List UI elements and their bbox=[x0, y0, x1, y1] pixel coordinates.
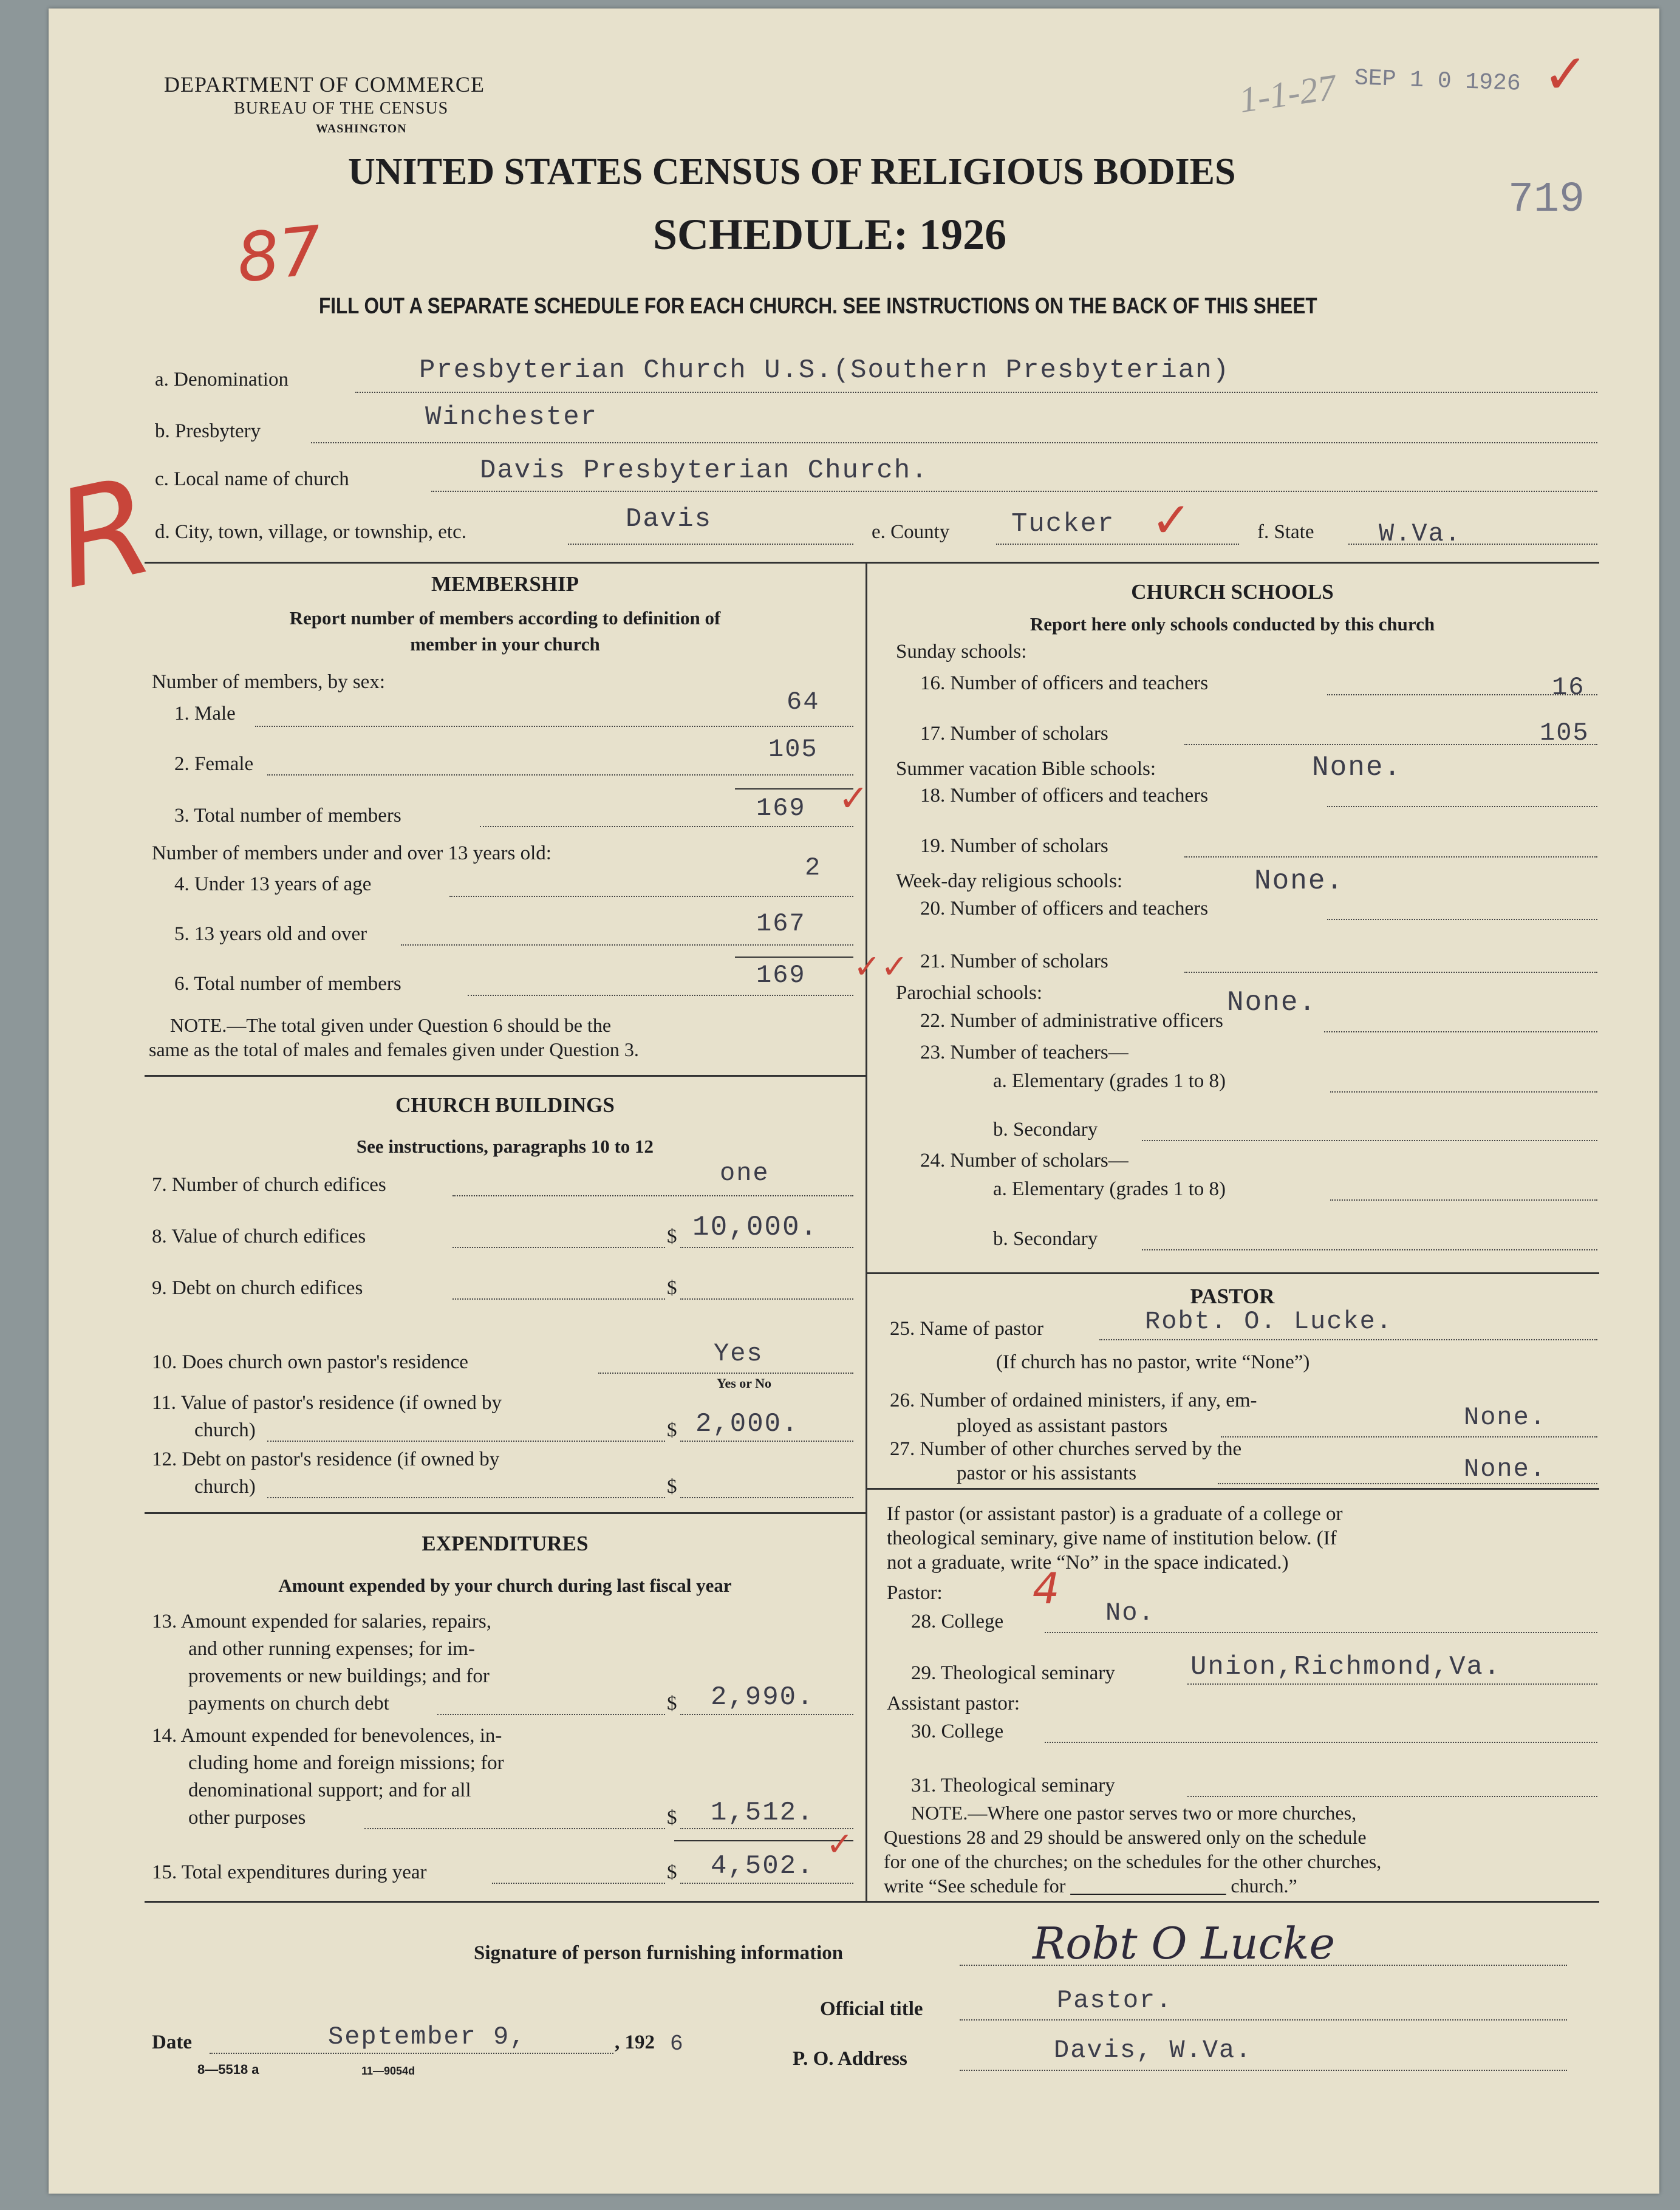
date-year-digit: 6 bbox=[670, 2031, 685, 2056]
q12-label-2: church) bbox=[194, 1476, 256, 1498]
q26-value: None. bbox=[1464, 1403, 1547, 1432]
pastor-note-4: write “See schedule for ________________ church.” bbox=[884, 1875, 1297, 1897]
parochial-schools-value: None. bbox=[1227, 987, 1317, 1018]
q13-dollar-sign: $ bbox=[667, 1693, 677, 1714]
q1-male-label: 1. Male bbox=[174, 703, 236, 725]
city-value: Davis bbox=[626, 504, 712, 534]
presbytery-label: b. Presbytery bbox=[155, 420, 261, 442]
q1-male-value: 64 bbox=[787, 687, 820, 717]
q24-label: 24. Number of scholars— bbox=[920, 1150, 1129, 1172]
signature-value: Robt O Lucke bbox=[1033, 1918, 1336, 1969]
q24a-label: a. Elementary (grades 1 to 8) bbox=[993, 1178, 1226, 1200]
county-check-icon: ✓ bbox=[1151, 492, 1192, 548]
sunday-schools-label: Sunday schools: bbox=[896, 641, 1027, 663]
membership-note-2: same as the total of males and females given under Question 3. bbox=[149, 1038, 639, 1060]
summer-schools-value: None. bbox=[1312, 752, 1402, 783]
buildings-subheading: See instructions, paragraphs 10 to 12 bbox=[356, 1136, 654, 1157]
q3-check-icon: ✓ bbox=[838, 777, 869, 820]
graduate-intro-2: theological seminary, give name of institution below. (If bbox=[887, 1527, 1337, 1549]
q23b-label: b. Secondary bbox=[993, 1119, 1098, 1141]
q14-check-icon: ✓ bbox=[826, 1825, 854, 1863]
members-by-sex-label: Number of members, by sex: bbox=[152, 671, 385, 693]
q14-line-1: 14. Amount expended for benevolences, in- bbox=[152, 1725, 502, 1747]
q10-residence-value: Yes bbox=[714, 1339, 763, 1368]
city-label: d. City, town, village, or township, etc. bbox=[155, 521, 466, 543]
pencil-note: 1-1-27 bbox=[1237, 67, 1339, 120]
q11-value-amount: 2,000. bbox=[695, 1409, 799, 1439]
pen-four-annotation: 4 bbox=[1033, 1564, 1060, 1614]
schools-subheading: Report here only schools conducted by this church bbox=[1030, 613, 1435, 635]
expenditures-heading: EXPENDITURES bbox=[422, 1532, 589, 1555]
official-title-value: Pastor. bbox=[1057, 1986, 1173, 2015]
q24b-label: b. Secondary bbox=[993, 1228, 1098, 1250]
state-label: f. State bbox=[1257, 521, 1314, 543]
q13-line-4: payments on church debt bbox=[188, 1693, 389, 1714]
date-value: September 9, bbox=[328, 2022, 527, 2051]
date-label: Date bbox=[152, 2031, 192, 2053]
q28-label: 28. College bbox=[911, 1611, 1004, 1632]
q16-label: 16. Number of officers and teachers bbox=[920, 672, 1209, 694]
buildings-heading: CHURCH BUILDINGS bbox=[395, 1093, 615, 1117]
q28-value: No. bbox=[1105, 1598, 1155, 1628]
q2-female-value: 105 bbox=[768, 735, 818, 764]
po-address-value: Davis, W.Va. bbox=[1054, 2036, 1252, 2065]
q19-label: 19. Number of scholars bbox=[920, 835, 1108, 857]
pastor-subsection-label: Pastor: bbox=[887, 1582, 943, 1604]
pastor-note-1: NOTE.—Where one pastor serves two or more churches, bbox=[911, 1802, 1357, 1824]
q15-dollar-sign: $ bbox=[667, 1861, 677, 1883]
q14-amount: 1,512. bbox=[711, 1798, 814, 1828]
q27-value: None. bbox=[1464, 1455, 1547, 1484]
q25-value: Robt. O. Lucke. bbox=[1145, 1307, 1393, 1336]
date-year-prefix: , 192 bbox=[615, 2031, 655, 2053]
form-number: 8—5518 a bbox=[197, 2062, 259, 2077]
q13-line-1: 13. Amount expended for salaries, repairs, bbox=[152, 1611, 492, 1632]
q5-over13-label: 5. 13 years old and over bbox=[174, 923, 367, 945]
membership-note-1: NOTE.—The total given under Question 6 should be the bbox=[170, 1014, 612, 1036]
schools-heading: CHURCH SCHOOLS bbox=[1131, 580, 1334, 604]
graduate-intro-3: not a graduate, write “No” in the space indicated.) bbox=[887, 1552, 1289, 1574]
pastor-note-3: for one of the churches; on the schedules for the other churches, bbox=[884, 1850, 1382, 1872]
check-mark-top-icon: ✓ bbox=[1543, 43, 1589, 106]
q12-dollar-sign: $ bbox=[667, 1476, 677, 1498]
q12-label-1: 12. Debt on pastor's residence (if owned by bbox=[152, 1448, 500, 1470]
county-label: e. County bbox=[872, 521, 950, 543]
denomination-value: Presbyterian Church U.S.(Southern Presbyterian) bbox=[419, 355, 1231, 386]
q31-label: 31. Theological seminary bbox=[911, 1775, 1115, 1796]
q5-over13-value: 167 bbox=[756, 909, 806, 938]
q15-total-label: 15. Total expenditures during year bbox=[152, 1861, 427, 1883]
pastor-heading: PASTOR bbox=[1190, 1284, 1275, 1308]
pastor-note-2: Questions 28 and 29 should be answered only on the schedule bbox=[884, 1826, 1367, 1848]
q13-line-2: and other running expenses; for im- bbox=[188, 1638, 475, 1660]
presbytery-value: Winchester bbox=[425, 402, 598, 432]
q6-total-value: 169 bbox=[756, 961, 806, 990]
city-line: WASHINGTON bbox=[316, 122, 407, 135]
q3-total-value: 169 bbox=[756, 794, 806, 823]
q6-total-label: 6. Total number of members bbox=[174, 973, 401, 995]
q11-label-2: church) bbox=[194, 1419, 256, 1441]
q7-edifices-value: one bbox=[720, 1159, 770, 1188]
q14-line-3: denominational support; and for all bbox=[188, 1779, 471, 1801]
q2-female-label: 2. Female bbox=[174, 753, 254, 775]
bureau-line: BUREAU OF THE CENSUS bbox=[234, 99, 449, 118]
q15-amount: 4,502. bbox=[711, 1851, 814, 1881]
q23a-label: a. Elementary (grades 1 to 8) bbox=[993, 1070, 1226, 1092]
q11-dollar-sign: $ bbox=[667, 1419, 677, 1441]
q7-edifices-label: 7. Number of church edifices bbox=[152, 1174, 386, 1196]
membership-intro-2: member in your church bbox=[410, 633, 600, 655]
expenditures-subheading: Amount expended by your church during last fiscal year bbox=[278, 1575, 732, 1596]
q17-value: 105 bbox=[1540, 718, 1590, 748]
q13-line-3: provements or new buildings; and for bbox=[188, 1665, 490, 1687]
assistant-subsection-label: Assistant pastor: bbox=[887, 1693, 1020, 1714]
local-name-value: Davis Presbyterian Church. bbox=[480, 455, 929, 486]
q23-label: 23. Number of teachers— bbox=[920, 1042, 1129, 1063]
print-number: 11—9054d bbox=[361, 2065, 415, 2077]
q4-under13-value: 2 bbox=[805, 853, 822, 882]
q14-line-4: other purposes bbox=[188, 1807, 306, 1829]
q3-total-label: 3. Total number of members bbox=[174, 805, 401, 827]
q9-debt-label: 9. Debt on church edifices bbox=[152, 1277, 363, 1299]
state-value: W.Va. bbox=[1379, 519, 1462, 548]
q26-line-1: 26. Number of ordained ministers, if any, em- bbox=[890, 1390, 1257, 1411]
graduate-intro-1: If pastor (or assistant pastor) is a graduate of a college or bbox=[887, 1503, 1343, 1525]
q8-value-label: 8. Value of church edifices bbox=[152, 1226, 366, 1247]
parochial-schools-label: Parochial schools: bbox=[896, 982, 1043, 1004]
q25-label: 25. Name of pastor bbox=[890, 1318, 1043, 1340]
received-date-stamp: SEP 1 0 1926 bbox=[1354, 65, 1521, 97]
q20-label: 20. Number of officers and teachers bbox=[920, 898, 1209, 919]
membership-heading: MEMBERSHIP bbox=[431, 572, 579, 596]
q6-check-icon: ✓✓ bbox=[853, 947, 909, 986]
membership-intro-1: Report number of members according to definition of bbox=[289, 607, 721, 629]
q27-line-1: 27. Number of other churches served by the bbox=[890, 1438, 1242, 1460]
schedule-title: SCHEDULE: 1926 bbox=[653, 210, 1007, 259]
q18-label: 18. Number of officers and teachers bbox=[920, 785, 1209, 807]
q9-dollar-sign: $ bbox=[667, 1277, 677, 1299]
form-instruction: FILL OUT A SEPARATE SCHEDULE FOR EACH CHURCH. SEE INSTRUCTIONS ON THE BACK OF THIS SHEET bbox=[319, 293, 1317, 318]
q29-label: 29. Theological seminary bbox=[911, 1662, 1115, 1684]
q21-label: 21. Number of scholars bbox=[920, 950, 1108, 972]
q10-hint: Yes or No bbox=[717, 1376, 772, 1391]
local-name-label: c. Local name of church bbox=[155, 468, 349, 490]
q13-amount: 2,990. bbox=[711, 1682, 814, 1713]
q27-line-2: pastor or his assistants bbox=[957, 1462, 1137, 1484]
official-title-label: Official title bbox=[820, 1998, 923, 2020]
q30-label: 30. College bbox=[911, 1721, 1004, 1742]
q14-line-2: cluding home and foreign missions; for bbox=[188, 1752, 504, 1774]
q26-line-2: ployed as assistant pastors bbox=[957, 1415, 1168, 1437]
q29-value: Union,Richmond,Va. bbox=[1190, 1652, 1501, 1682]
q8-value-amount: 10,000. bbox=[692, 1212, 819, 1243]
county-value: Tucker bbox=[1011, 509, 1115, 539]
department-line: DEPARTMENT OF COMMERCE bbox=[164, 72, 485, 97]
form-title: UNITED STATES CENSUS OF RELIGIOUS BODIES bbox=[348, 151, 1236, 193]
q4-under13-label: 4. Under 13 years of age bbox=[174, 873, 372, 895]
q16-value: 16 bbox=[1552, 673, 1585, 702]
summer-schools-label: Summer vacation Bible schools: bbox=[896, 758, 1156, 780]
q25-hint: (If church has no pastor, write “None”) bbox=[996, 1351, 1310, 1373]
q14-dollar-sign: $ bbox=[667, 1807, 677, 1829]
weekday-schools-value: None. bbox=[1254, 865, 1345, 897]
file-number-stamp: 719 bbox=[1508, 176, 1585, 224]
denomination-label: a. Denomination bbox=[155, 369, 289, 391]
weekday-schools-label: Week-day religious schools: bbox=[896, 870, 1123, 892]
pen-letter-annotation: R bbox=[43, 447, 166, 619]
q8-dollar-sign: $ bbox=[667, 1226, 677, 1247]
po-address-label: P. O. Address bbox=[793, 2048, 907, 2070]
pen-number-annotation: 87 bbox=[233, 211, 326, 298]
q22-label: 22. Number of administrative officers bbox=[920, 1010, 1223, 1032]
signature-label: Signature of person furnishing information bbox=[474, 1942, 844, 1964]
q17-label: 17. Number of scholars bbox=[920, 723, 1108, 745]
q10-residence-label: 10. Does church own pastor's residence bbox=[152, 1351, 468, 1373]
q11-label-1: 11. Value of pastor's residence (if owned by bbox=[152, 1392, 502, 1414]
members-by-age-label: Number of members under and over 13 years old: bbox=[152, 842, 551, 864]
